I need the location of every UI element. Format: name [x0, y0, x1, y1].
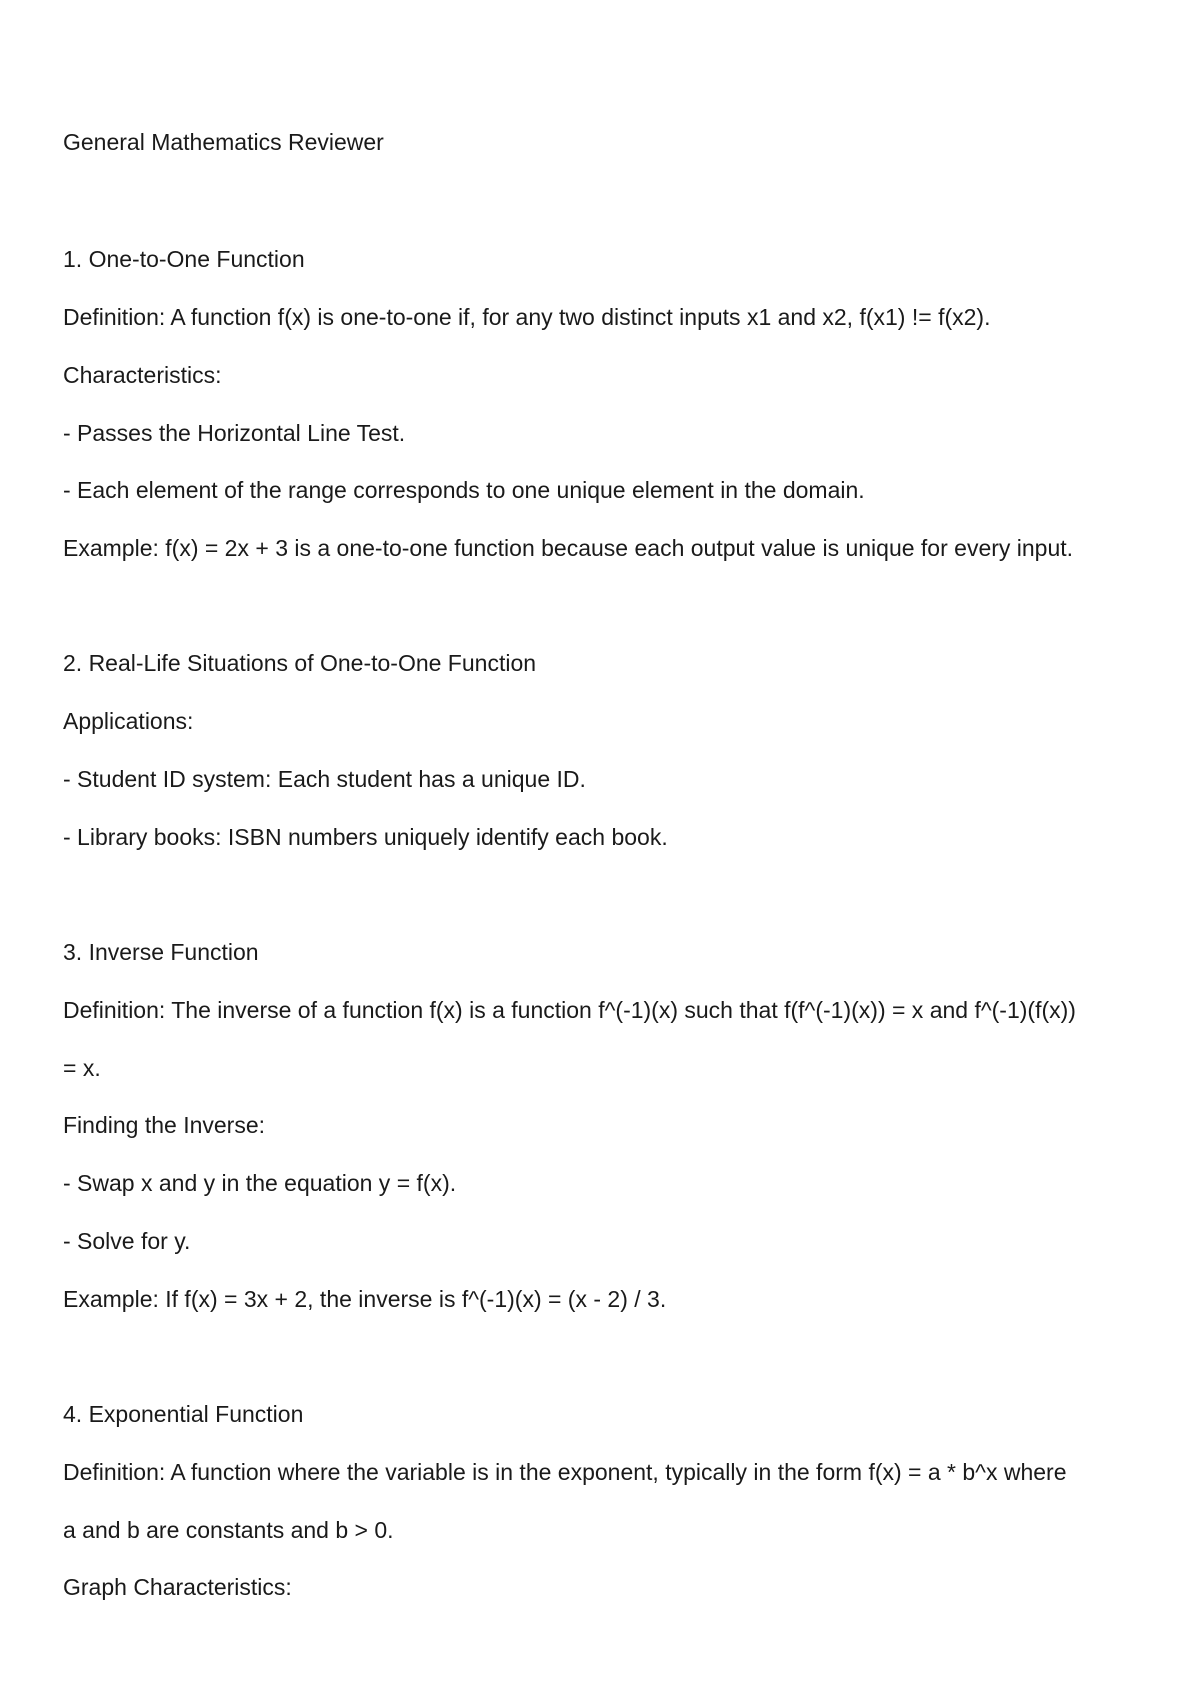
bullet-item: - Swap x and y in the equation y = f(x). [63, 1170, 457, 1196]
definition-text: Definition: The inverse of a function f(x) is a function f^(-1)(x) such that f(f^(-1)(x)) = x and f^(-1)(f(x)) [63, 997, 1076, 1023]
definition-text: Definition: A function f(x) is one-to-one if, for any two distinct inputs x1 and x2, f(x1) != f(x2). [63, 304, 991, 330]
definition-text-continued: a and b are constants and b > 0. [63, 1517, 394, 1543]
definition-text-continued: = x. [63, 1055, 101, 1081]
section-heading: 4. Exponential Function [63, 1401, 304, 1427]
sub-heading: Characteristics: [63, 362, 222, 388]
document-title: General Mathematics Reviewer [63, 129, 384, 155]
sub-heading: Applications: [63, 708, 194, 734]
bullet-item: - Each element of the range corresponds to one unique element in the domain. [63, 477, 865, 503]
section-heading: 3. Inverse Function [63, 939, 259, 965]
section-heading: 2. Real-Life Situations of One-to-One Function [63, 650, 537, 676]
sub-heading: Graph Characteristics: [63, 1574, 292, 1600]
section-heading: 1. One-to-One Function [63, 246, 305, 272]
definition-text: Definition: A function where the variable is in the exponent, typically in the form f(x) = a * b^x where [63, 1459, 1067, 1485]
bullet-item: - Library books: ISBN numbers uniquely identify each book. [63, 824, 668, 850]
bullet-item: - Passes the Horizontal Line Test. [63, 420, 406, 446]
sub-heading: Finding the Inverse: [63, 1112, 266, 1138]
example-text: Example: f(x) = 2x + 3 is a one-to-one function because each output value is unique for every input. [63, 535, 1074, 561]
bullet-item: - Student ID system: Each student has a unique ID. [63, 766, 586, 792]
example-text: Example: If f(x) = 3x + 2, the inverse is f^(-1)(x) = (x - 2) / 3. [63, 1286, 667, 1312]
bullet-item: - Solve for y. [63, 1228, 191, 1254]
